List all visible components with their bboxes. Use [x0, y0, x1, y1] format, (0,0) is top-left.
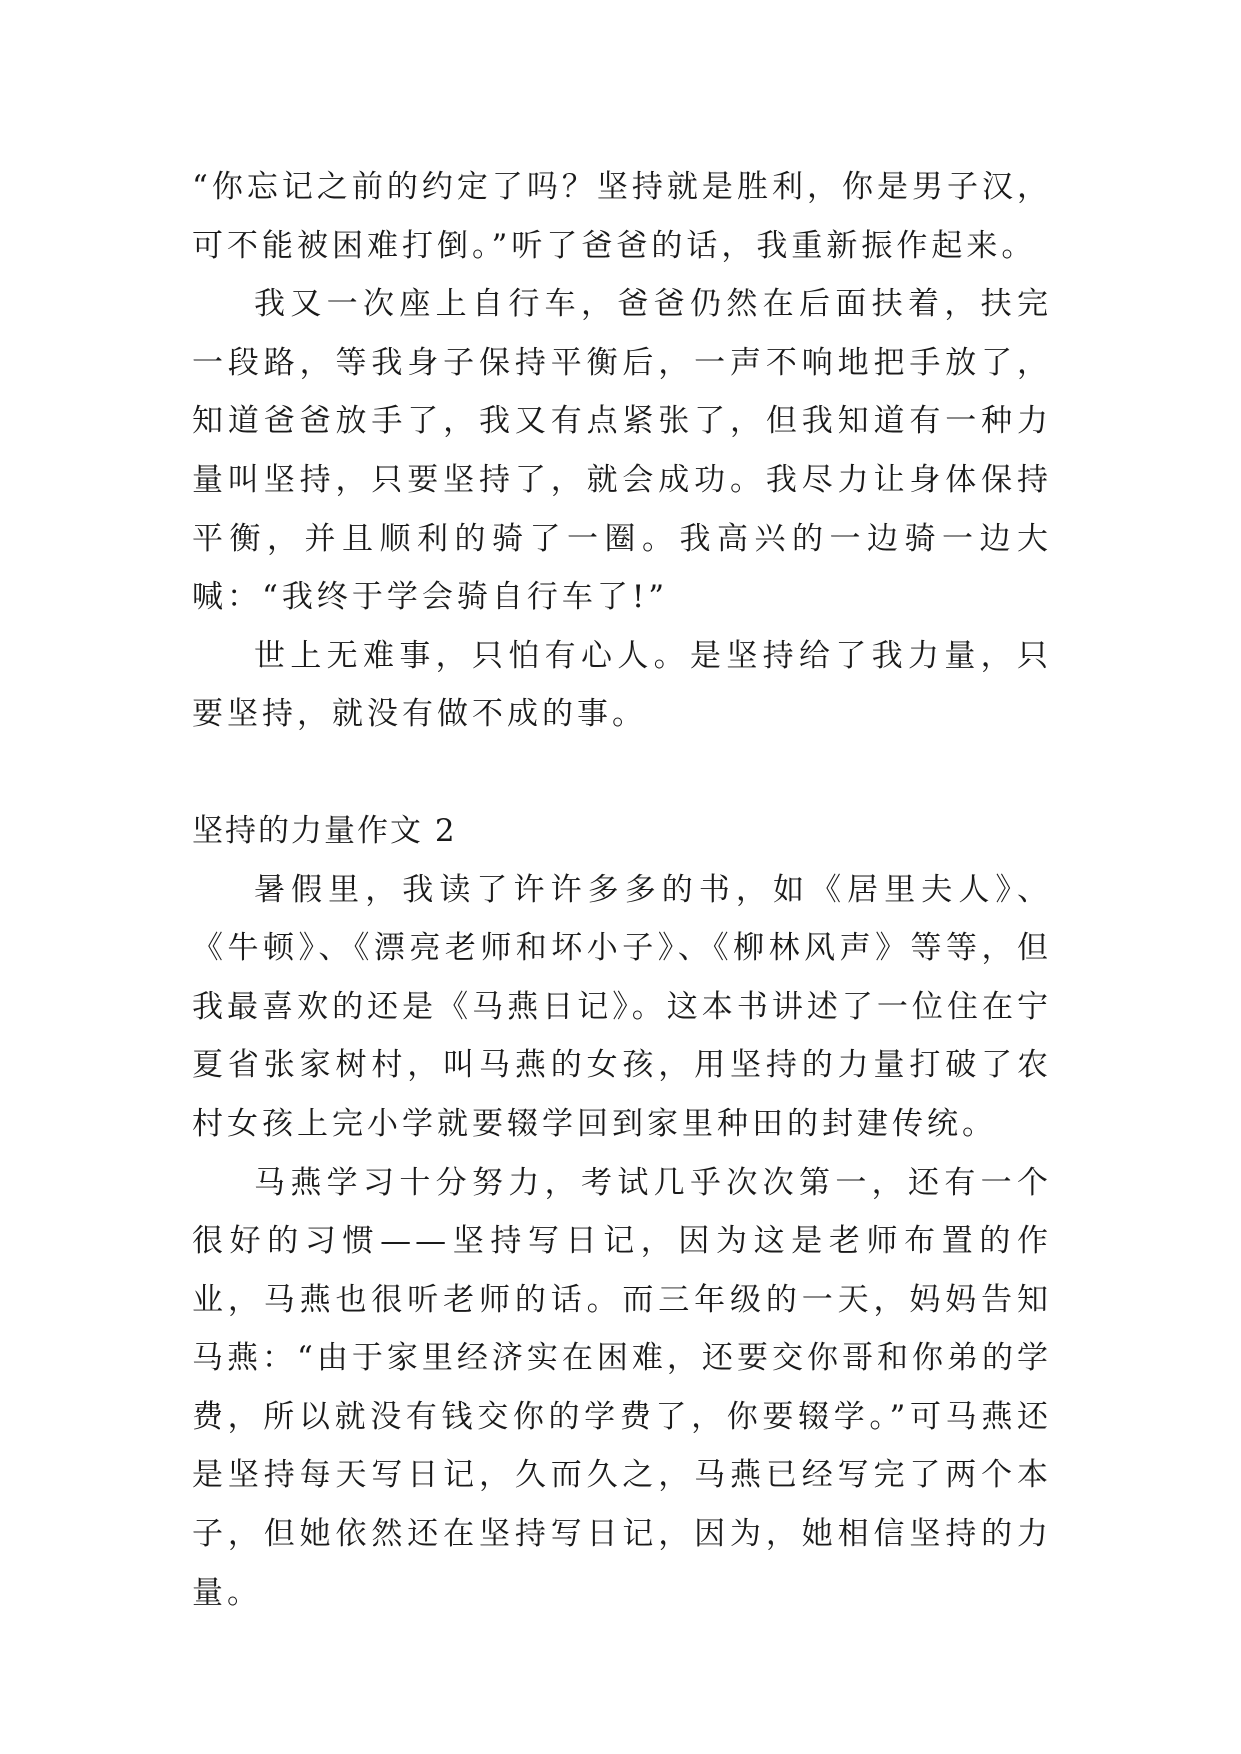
document-page: [192, 158, 1052, 1622]
paragraph-riding-again: 我又一次座上自行车，爸爸仍然在后面扶着，扶完一段路，等我身子保持平衡后，一声不响地把手放了，知道爸爸放手了，我又有点紧张了，但我知道有一种力量叫坚持，只要坚持了，就会成功。我尽力让身体保持平衡，并且顺利的骑了一圈。我高兴的一边骑一边大喊：“我终于学会骑自行车了!”: [192, 286, 1052, 616]
paragraph-summer-reading: 暑假里，我读了许许多多的书，如《居里夫人》、《牛顿》、《漂亮老师和坏小子》、《柳林风声》等等，但我最喜欢的还是《马燕日记》。这本书讲述了一位住在宁夏省张家树村，叫马燕的女孩，用坚持的力量打破了农村女孩上完小学就要辍学回到家里种田的封建传统。: [192, 871, 1052, 1142]
paragraph-conclusion: 世上无难事，只怕有心人。是坚持给了我力量，只要坚持，就没有做不成的事。: [192, 637, 1052, 733]
paragraph-ma-yan-diary: 马燕学习十分努力，考试几乎次次第一，还有一个很好的习惯——坚持写日记，因为这是老师布置的作业，马燕也很听老师的话。而三年级的一天，妈妈告知马燕：“由于家里经济实在困难，还要交你哥和你弟的学费，所以就没有钱交你的学费了，你要辍学。”可马燕还是坚持每天写日记，久而久之，马燕已经写完了两个本子，但她依然还在坚持写日记，因为，她相信坚持的力量。: [192, 1164, 1052, 1611]
section-title: 坚持的力量作文 2: [192, 812, 457, 849]
paragraph-dialogue: “你忘记之前的约定了吗？坚持就是胜利，你是男子汉，可不能被困难打倒。”听了爸爸的话，我重新振作起来。: [192, 169, 1052, 264]
